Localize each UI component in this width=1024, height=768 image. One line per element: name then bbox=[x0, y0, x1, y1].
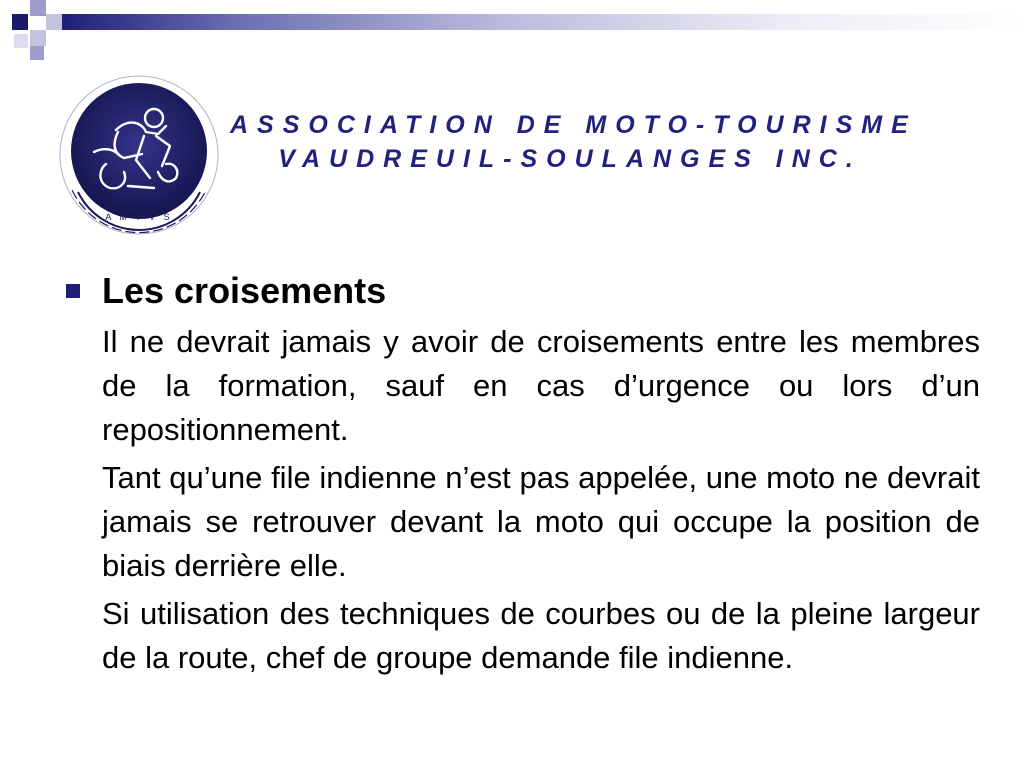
decor-square bbox=[30, 46, 44, 60]
header-line-1: ASSOCIATION DE MOTO-TOURISME bbox=[230, 111, 917, 139]
paragraph-1: Il ne devrait jamais y avoir de croisements entre les membres de la formation, sauf en cas d’urgence ou lors d’un repositionnement. bbox=[102, 324, 980, 447]
paragraph-2: Tant qu’une file indienne n’est pas appelée, une moto ne devrait jamais se retrouver devant la moto qui occupe la position de biais derrière elle. bbox=[102, 460, 980, 583]
paragraph-3: Si utilisation des techniques de courbes ou de la pleine largeur de la route, chef de groupe demande file indienne. bbox=[102, 596, 980, 675]
decor-square bbox=[46, 14, 62, 30]
decor-square bbox=[14, 34, 28, 48]
slide-content bbox=[62, 268, 980, 680]
decor-square bbox=[30, 0, 46, 16]
decor-square bbox=[30, 30, 46, 46]
square-bullet-icon bbox=[66, 284, 80, 298]
top-gradient-band bbox=[62, 14, 1024, 30]
logo-ring-text: A M T V S bbox=[105, 212, 173, 222]
bullet-title: Les croisements bbox=[102, 270, 387, 311]
association-header bbox=[230, 108, 917, 176]
decor-square bbox=[12, 14, 28, 30]
amtvs-logo bbox=[58, 74, 220, 236]
header-line-2: VAUDREUIL-SOULANGES INC. bbox=[278, 145, 862, 173]
bullet-item bbox=[62, 268, 980, 314]
